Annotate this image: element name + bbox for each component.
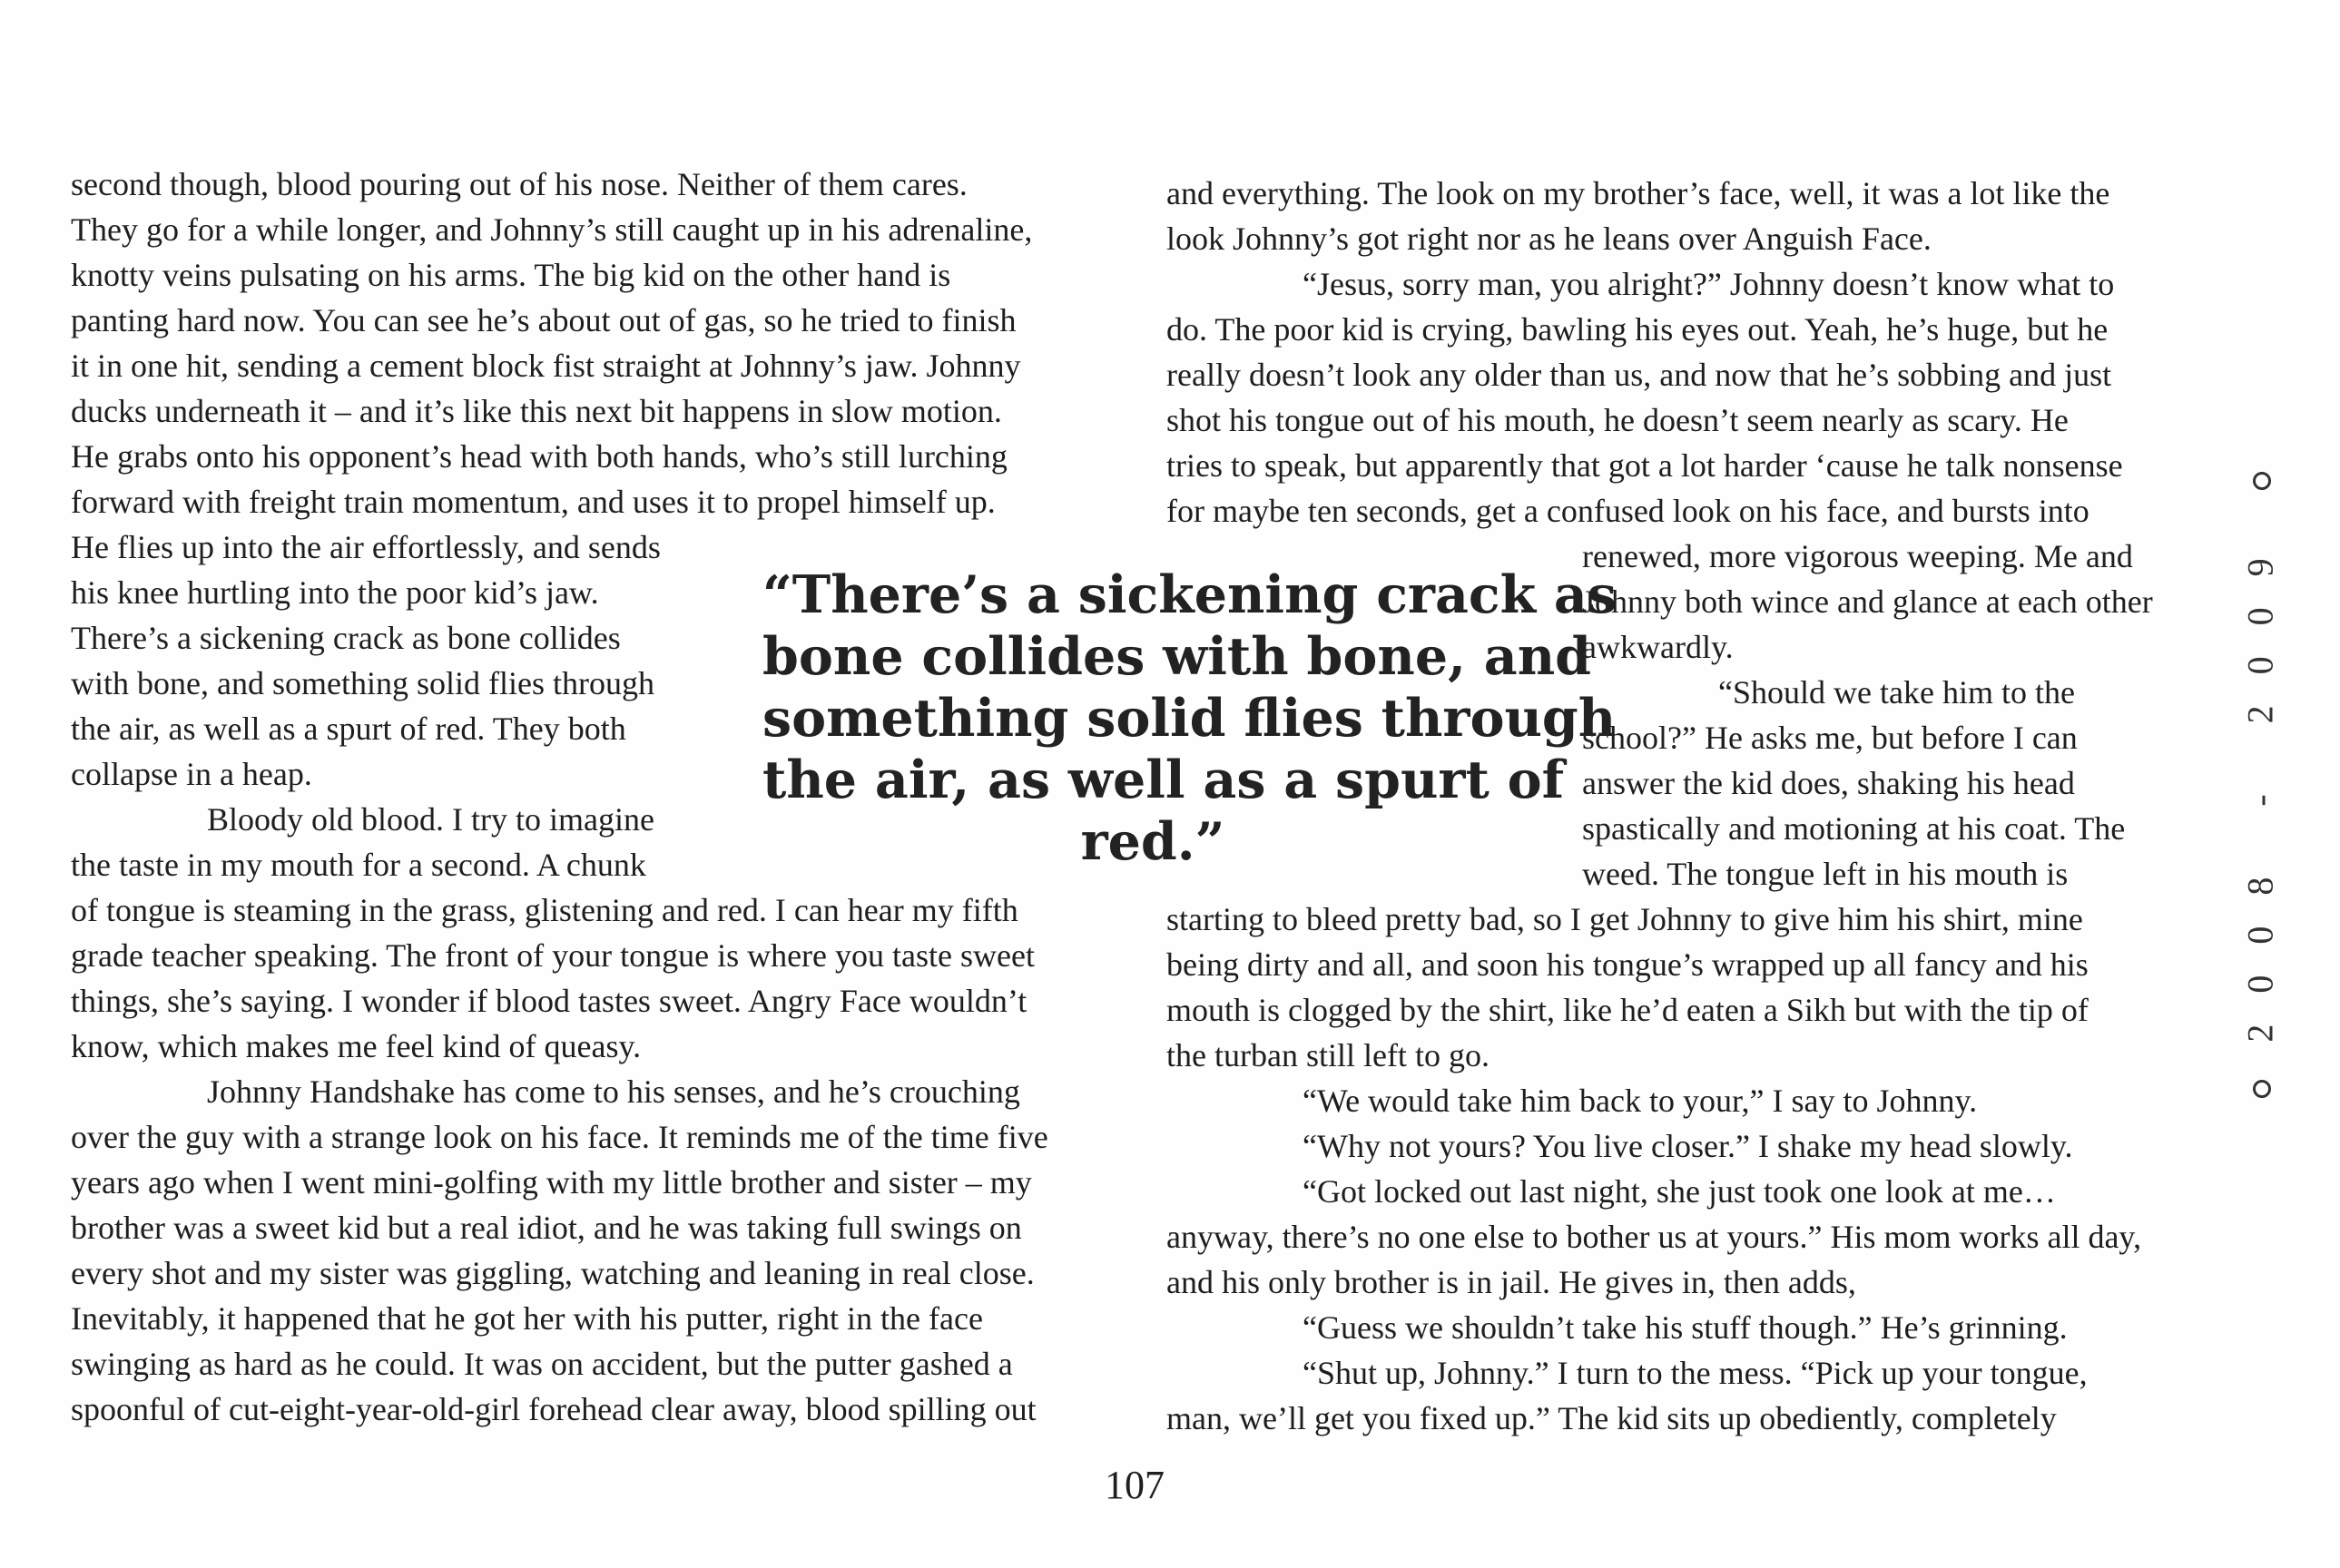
body-text-line: weed. The tongue left in his mouth is	[1582, 856, 2069, 892]
body-text-line: and his only brother is in jail. He gives in, then adds,	[1166, 1264, 1856, 1300]
body-text-line: the air, as well as a spurt of red. They both	[71, 710, 626, 747]
body-text-line: for maybe ten seconds, get a confused look on his face, and bursts into	[1166, 493, 2089, 529]
body-text-line: with bone, and something solid flies through	[71, 665, 654, 701]
body-text-line: Johnny Handshake has come to his senses, and he’s crouching	[207, 1073, 1020, 1110]
pull-quote-line: something solid flies through	[762, 688, 1617, 749]
body-text-line: ducks underneath it – and it’s like this next bit happens in slow motion.	[71, 393, 1002, 429]
body-text-line: second though, blood pouring out of his nose. Neither of them cares.	[71, 166, 968, 202]
body-text-line: man, we’ll get you fixed up.” The kid sits up obediently, completely	[1166, 1400, 2057, 1436]
body-text-line: being dirty and all, and soon his tongue’s wrapped up all fancy and his	[1166, 946, 2089, 983]
body-text-line: Bloody old blood. I try to imagine	[207, 801, 654, 838]
body-text-line: do. The poor kid is crying, bawling his eyes out. Yeah, he’s huge, but he	[1166, 311, 2109, 348]
pull-quote-line: bone collides with bone, and	[762, 626, 1592, 687]
body-text-line: answer the kid does, shaking his head	[1582, 765, 2075, 801]
body-text-line: swinging as hard as he could. It was on accident, but the putter gashed a	[71, 1346, 1013, 1382]
body-text-line: of tongue is steaming in the grass, glistening and red. I can hear my fifth	[71, 892, 1018, 928]
body-text-line: knotty veins pulsating on his arms. The big kid on the other hand is	[71, 257, 951, 293]
page-number: 107	[1105, 1463, 1165, 1507]
year-label-text: 2008 - 2009	[2239, 527, 2281, 1043]
circle-ornament-icon	[2253, 1080, 2271, 1098]
body-text-line: over the guy with a strange look on his face. It reminds me of the time five	[71, 1119, 1048, 1155]
body-text-line: They go for a while longer, and Johnny’s still caught up in his adrenaline,	[71, 211, 1033, 248]
body-text-line: He grabs onto his opponent’s head with both hands, who’s still lurching	[71, 438, 1008, 475]
pull-quote-line: “There’s a sickening crack as	[762, 564, 1617, 625]
body-text-line: Johnny both wince and glance at each other	[1582, 583, 2153, 620]
body-text-line: shot his tongue out of his mouth, he doesn’t seem nearly as scary. He	[1166, 402, 2069, 438]
body-text-line: grade teacher speaking. The front of your tongue is where you taste sweet	[71, 937, 1035, 974]
body-text-line: anyway, there’s no one else to bother us at yours.” His mom works all day,	[1166, 1219, 2142, 1255]
body-text-line: “Jesus, sorry man, you alright?” Johnny doesn’t know what to	[1303, 266, 2115, 302]
body-text-line: look Johnny’s got right nor as he leans over Anguish Face.	[1166, 220, 1932, 257]
body-text-line: collapse in a heap.	[71, 756, 312, 792]
body-text-line: He flies up into the air effortlessly, and sends	[71, 529, 661, 565]
body-text-line: spastically and motioning at his coat. The	[1582, 810, 2126, 847]
body-text-line: his knee hurtling into the poor kid’s jaw.	[71, 574, 599, 611]
body-text-line: know, which makes me feel kind of queasy.	[71, 1028, 642, 1064]
body-text-line: forward with freight train momentum, and uses it to propel himself up.	[71, 484, 996, 520]
body-text-line: There’s a sickening crack as bone collides	[71, 620, 621, 656]
body-text-line: brother was a sweet kid but a real idiot, and he was taking full swings on	[71, 1210, 1022, 1246]
body-text-line: “Why not yours? You live closer.” I shake my head slowly.	[1303, 1128, 2073, 1164]
body-text-line: panting hard now. You can see he’s about out of gas, so he tried to finish	[71, 302, 1017, 338]
pull-quote	[762, 564, 1617, 873]
body-text-line: things, she’s saying. I wonder if blood tastes sweet. Angry Face wouldn’t	[71, 983, 1027, 1019]
body-text-line: “Guess we shouldn’t take his stuff though.” He’s grinning.	[1303, 1309, 2068, 1346]
body-text-line: renewed, more vigorous weeping. Me and	[1582, 538, 2133, 574]
body-text-line: the turban still left to go.	[1166, 1037, 1490, 1073]
circle-ornament-icon	[2253, 472, 2271, 490]
body-text-line: and everything. The look on my brother’s face, well, it was a lot like the	[1166, 175, 2110, 211]
pull-quote-line: the air, as well as a spurt of	[762, 750, 1565, 810]
body-text-line: the taste in my mouth for a second. A chunk	[71, 847, 646, 883]
body-text-line: awkwardly.	[1582, 629, 1734, 665]
body-text-line: “Got locked out last night, she just took one look at me…	[1303, 1173, 2056, 1210]
body-text-line: spoonful of cut-eight-year-old-girl forehead clear away, blood spilling out	[71, 1391, 1037, 1427]
body-text-line: “Shut up, Johnny.” I turn to the mess. “Pick up your tongue,	[1303, 1355, 2088, 1391]
pull-quote-line: red.”	[1080, 811, 1225, 872]
year-label	[2219, 472, 2301, 1098]
body-text-line: “Should we take him to the	[1718, 674, 2075, 710]
body-text-line: it in one hit, sending a cement block fist straight at Johnny’s jaw. Johnny	[71, 348, 1021, 384]
body-text-line: school?” He asks me, but before I can	[1582, 720, 2078, 756]
body-text-line: mouth is clogged by the shirt, like he’d eaten a Sikh but with the tip of	[1166, 992, 2089, 1028]
body-text-line: every shot and my sister was giggling, watching and leaning in real close.	[71, 1255, 1035, 1291]
body-text-line: years ago when I went mini-golfing with my little brother and sister – my	[71, 1164, 1032, 1200]
body-text-line: “We would take him back to your,” I say to Johnny.	[1303, 1083, 1978, 1119]
body-text-line: Inevitably, it happened that he got her with his putter, right in the face	[71, 1300, 983, 1337]
body-text-line: starting to bleed pretty bad, so I get Johnny to give him his shirt, mine	[1166, 901, 2083, 937]
body-text-line: really doesn’t look any older than us, and now that he’s sobbing and just	[1166, 357, 2112, 393]
body-text-line: tries to speak, but apparently that got a lot harder ‘cause he talk nonsense	[1166, 447, 2123, 484]
